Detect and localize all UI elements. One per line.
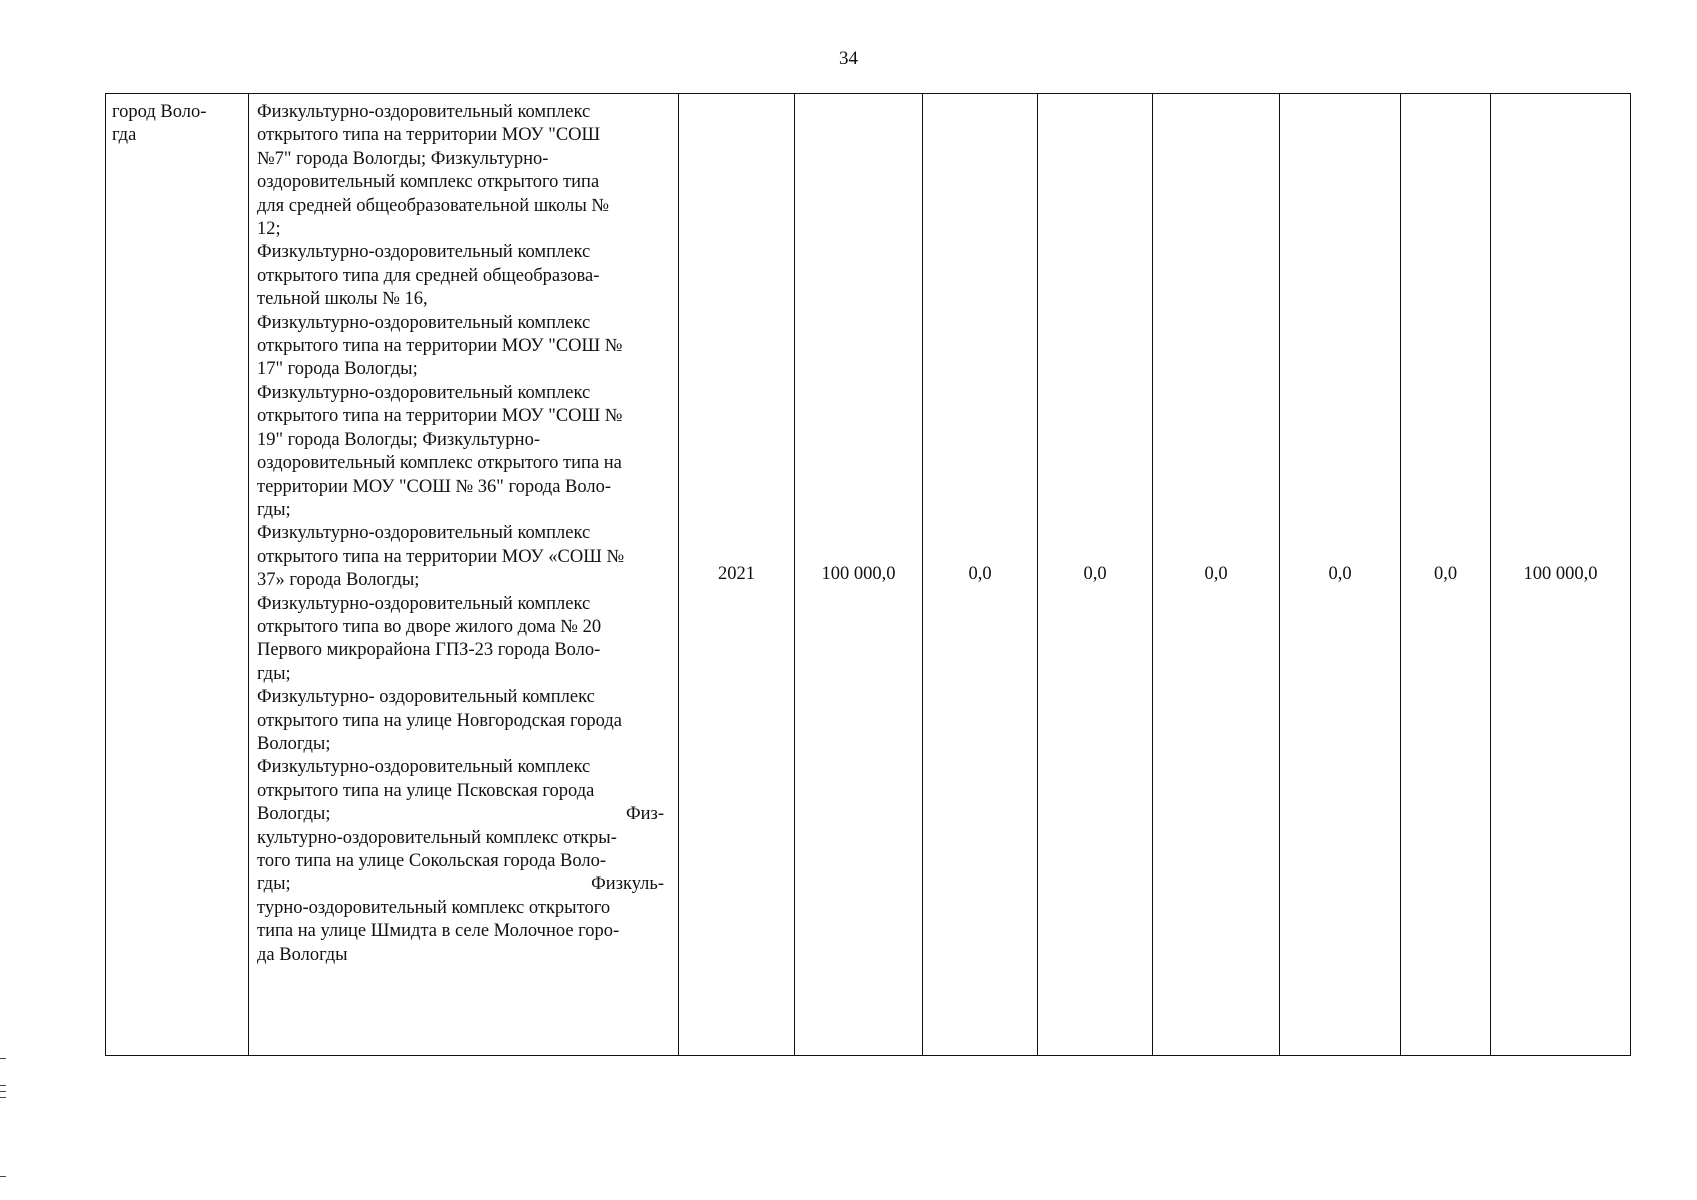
object-description-line: гды; <box>257 499 291 520</box>
object-description-line: 12; <box>257 219 281 240</box>
object-description-line: типа на улице Шмидта в селе Молочное горо- <box>257 921 620 942</box>
object-description-line: Физкультурно-оздоровительный комплекс <box>257 757 591 778</box>
object-description-line: Физкультурно-оздоровительный комплекс <box>257 593 591 614</box>
object-description-line-right: Физ- <box>626 804 664 825</box>
amount-cell-1: 0,0 <box>923 94 1038 1056</box>
municipality-cell <box>106 94 249 1056</box>
object-description-line: открытого типа на территории МОУ "СОШ <box>257 125 601 146</box>
object-description-line: Физкультурно- оздоровительный комплекс <box>257 687 595 708</box>
object-description-line: территории МОУ "СОШ № 36" города Воло- <box>257 476 612 497</box>
object-description-line: гды; <box>257 663 291 684</box>
object-description-line <box>257 803 664 826</box>
scan-edge-mark <box>0 1176 6 1177</box>
object-description-line: открытого типа на улице Новгородская города <box>257 710 622 731</box>
object-list <box>257 101 664 967</box>
object-description-line: Физкультурно-оздоровительный комплекс <box>257 102 591 122</box>
object-description-line: Физкультурно-оздоровительный комплекс <box>257 382 591 403</box>
object-description-line: турно-оздоровительный комплекс открытого <box>257 897 611 918</box>
object-description-line: Первого микрорайона ГПЗ-23 города Воло- <box>257 640 601 661</box>
amount-cell-3: 0,0 <box>1153 94 1280 1056</box>
object-description-line: 19" города Вологды; Физкультурно- <box>257 429 540 450</box>
total-amount-cell: 100 000,0 <box>795 94 923 1056</box>
object-description-line: Физкультурно-оздоровительный комплекс <box>257 523 591 544</box>
object-description-line: тельной школы № 16, <box>257 289 428 310</box>
object-description-line: открытого типа на территории МОУ «СОШ № <box>257 546 625 567</box>
object-description-line: открытого типа на территории МОУ "СОШ № <box>257 406 623 427</box>
object-description-line-right: Физкуль- <box>591 874 664 895</box>
scan-edge-mark <box>0 1097 6 1098</box>
object-description-line: открытого типа на улице Псковская города <box>257 780 595 801</box>
object-description-line: Вологды; <box>257 733 331 754</box>
object-description-line: Физкультурно-оздоровительный комплекс <box>257 312 591 333</box>
object-description-line: да Вологды <box>257 944 348 965</box>
object-description-line: №7" города Вологды; Физкультурно- <box>257 148 549 169</box>
object-description-line: Физкультурно-оздоровительный комплекс <box>257 242 591 263</box>
page-number: 34 <box>839 48 858 69</box>
object-description-line: открытого типа для средней общеобразова- <box>257 265 600 286</box>
object-description-line <box>257 873 664 896</box>
object-description-line: оздоровительный комплекс открытого типа <box>257 172 600 193</box>
year-cell: 2021 <box>679 94 795 1056</box>
scan-edge-mark <box>0 1091 6 1092</box>
object-description-line: оздоровительный комплекс открытого типа на <box>257 453 622 474</box>
funding-table <box>105 93 1631 1056</box>
scan-edge-mark <box>0 1085 6 1086</box>
object-description-line-left: гды; <box>257 874 291 895</box>
municipality-line: гда <box>112 125 137 146</box>
table-row <box>106 94 1631 1056</box>
object-description-line: открытого типа во дворе жилого дома № 20 <box>257 616 602 637</box>
object-description-line-left: Вологды; <box>257 804 331 825</box>
scan-edge-mark <box>0 1058 6 1059</box>
amount-cell-5: 0,0 <box>1401 94 1491 1056</box>
amount-cell-2: 0,0 <box>1038 94 1153 1056</box>
object-description-line: того типа на улице Сокольская города Воло- <box>257 851 607 871</box>
amount-cell-6: 100 000,0 <box>1491 94 1631 1056</box>
object-description-line: открытого типа на территории МОУ "СОШ № <box>257 336 623 357</box>
object-description-line: 37» города Вологды; <box>257 570 420 591</box>
object-description-line: 17" города Вологды; <box>257 359 418 380</box>
municipality-line: город Воло- <box>112 102 207 122</box>
object-description-line: для средней общеобразовательной школы № <box>257 195 610 216</box>
object-list-cell <box>249 94 679 1056</box>
object-description-line: культурно-оздоровительный комплекс откры- <box>257 827 617 848</box>
amount-cell-4: 0,0 <box>1280 94 1401 1056</box>
